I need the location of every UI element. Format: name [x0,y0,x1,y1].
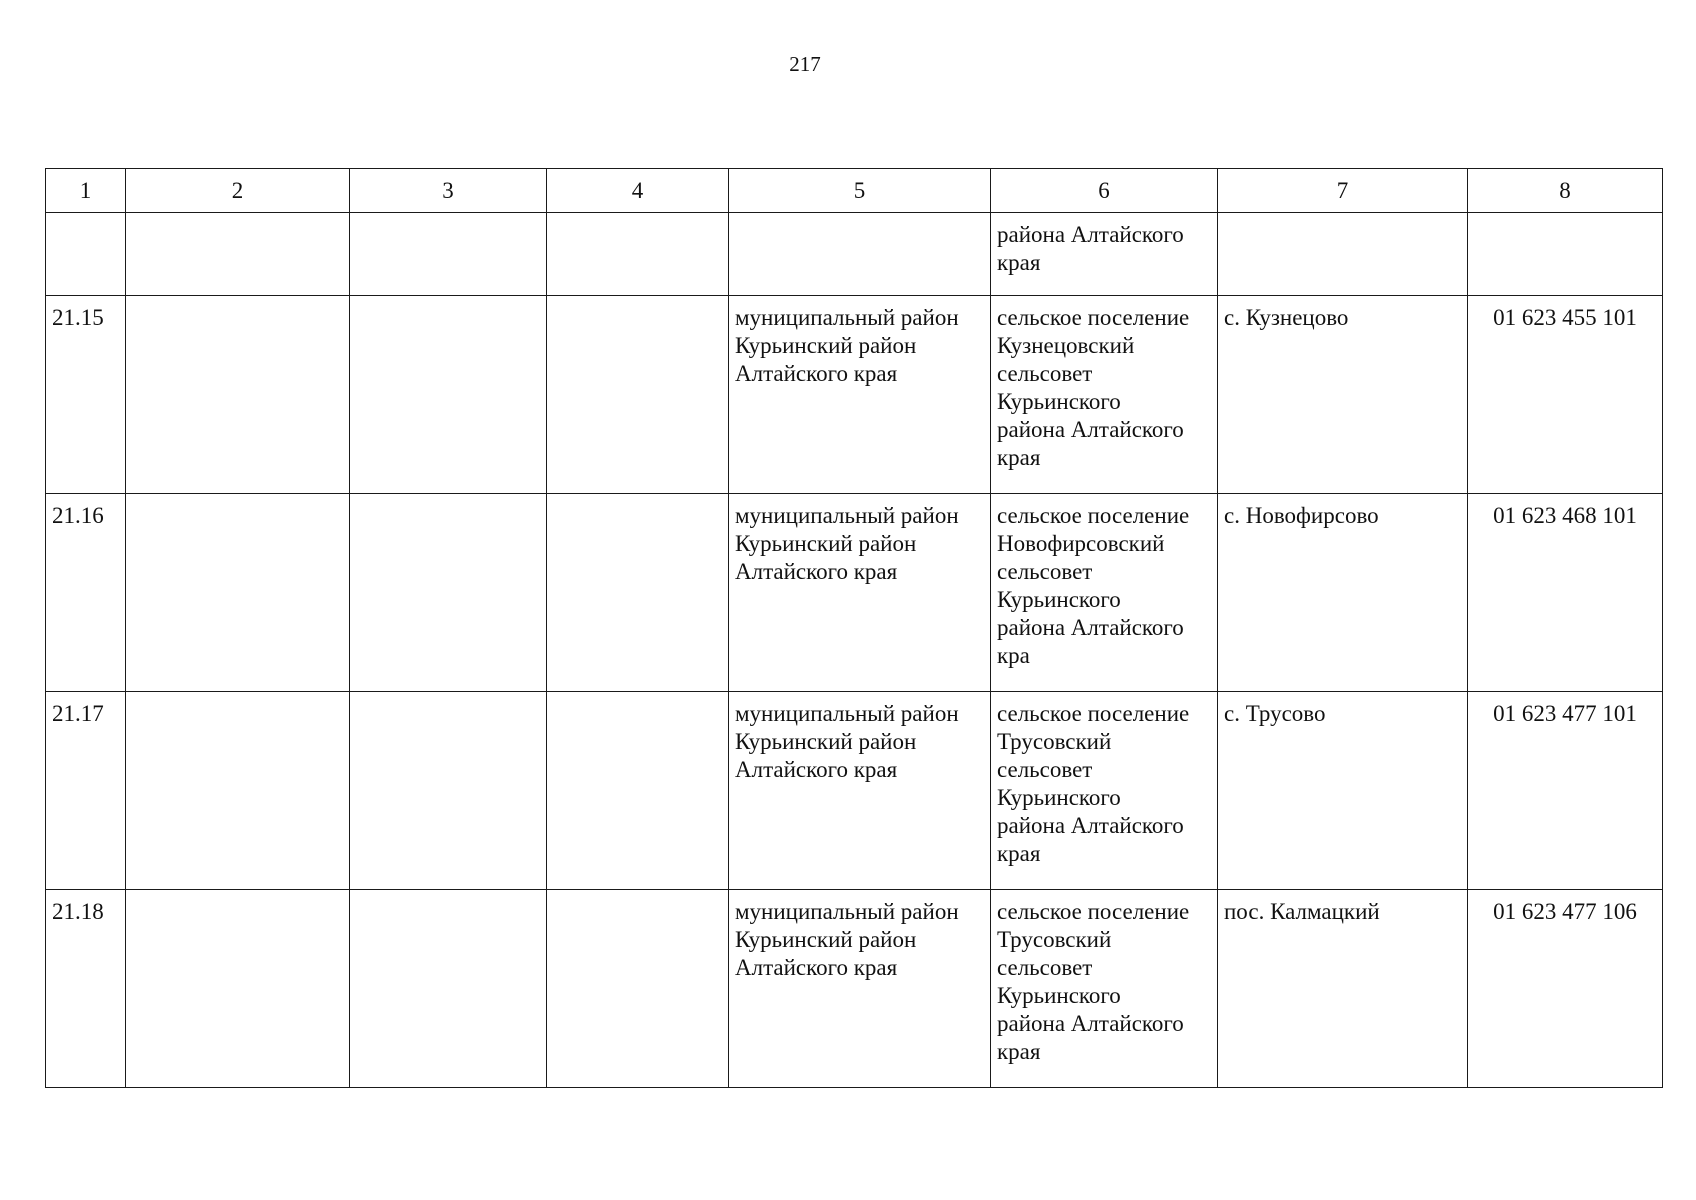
code-cell: 01 623 455 101 [1468,296,1663,494]
page-number: 217 [789,52,821,76]
registry-table [45,168,1663,1088]
column-header: 1 [46,169,126,213]
column-header: 2 [126,169,350,213]
column-header: 4 [547,169,729,213]
row-number-cell: 21.18 [46,890,126,1088]
municipal-district-cell: муниципальный район Курьинский район Алтайского края [729,296,991,494]
table-cell [350,213,547,296]
table-cell [1218,213,1468,296]
table-cell [547,692,729,890]
table-cell [126,692,350,890]
table-cell [729,213,991,296]
continuation-row [46,213,1663,296]
column-header: 6 [991,169,1218,213]
locality-cell: с. Новофирсово [1218,494,1468,692]
municipal-district-cell: муниципальный район Курьинский район Алтайского края [729,692,991,890]
table-cell [126,213,350,296]
column-header: 5 [729,169,991,213]
table-cell [547,213,729,296]
code-cell: 01 623 468 101 [1468,494,1663,692]
column-header: 7 [1218,169,1468,213]
municipal-district-cell: муниципальный район Курьинский район Алтайского края [729,890,991,1088]
table-cell [350,692,547,890]
settlement-cell: района Алтайского края [991,213,1218,296]
table-cell [1468,213,1663,296]
column-header: 3 [350,169,547,213]
locality-cell: пос. Калмацкий [1218,890,1468,1088]
settlement-cell: сельское поселение Трусовский сельсовет Курьинского района Алтайского края [991,692,1218,890]
row-number-cell: 21.16 [46,494,126,692]
table-row [46,890,1663,1088]
table-cell [126,890,350,1088]
table-cell [547,890,729,1088]
table-cell [547,296,729,494]
settlement-cell: сельское поселение Новофирсовский сельсовет Курьинского района Алтайского кра [991,494,1218,692]
table-row [46,692,1663,890]
municipal-district-cell: муниципальный район Курьинский район Алтайского края [729,494,991,692]
code-cell: 01 623 477 106 [1468,890,1663,1088]
table-cell [126,494,350,692]
table-cell [350,296,547,494]
table-row [46,494,1663,692]
table-cell [547,494,729,692]
table-cell [350,494,547,692]
locality-cell: с. Трусово [1218,692,1468,890]
locality-cell: с. Кузнецово [1218,296,1468,494]
table-cell [350,890,547,1088]
table-row [46,296,1663,494]
code-cell: 01 623 477 101 [1468,692,1663,890]
settlement-cell: сельское поселение Кузнецовский сельсовет Курьинского района Алтайского края [991,296,1218,494]
header-row [46,169,1663,213]
table-cell [46,213,126,296]
column-header: 8 [1468,169,1663,213]
row-number-cell: 21.15 [46,296,126,494]
settlement-cell: сельское поселение Трусовский сельсовет Курьинского района Алтайского края [991,890,1218,1088]
table-cell [126,296,350,494]
row-number-cell: 21.17 [46,692,126,890]
